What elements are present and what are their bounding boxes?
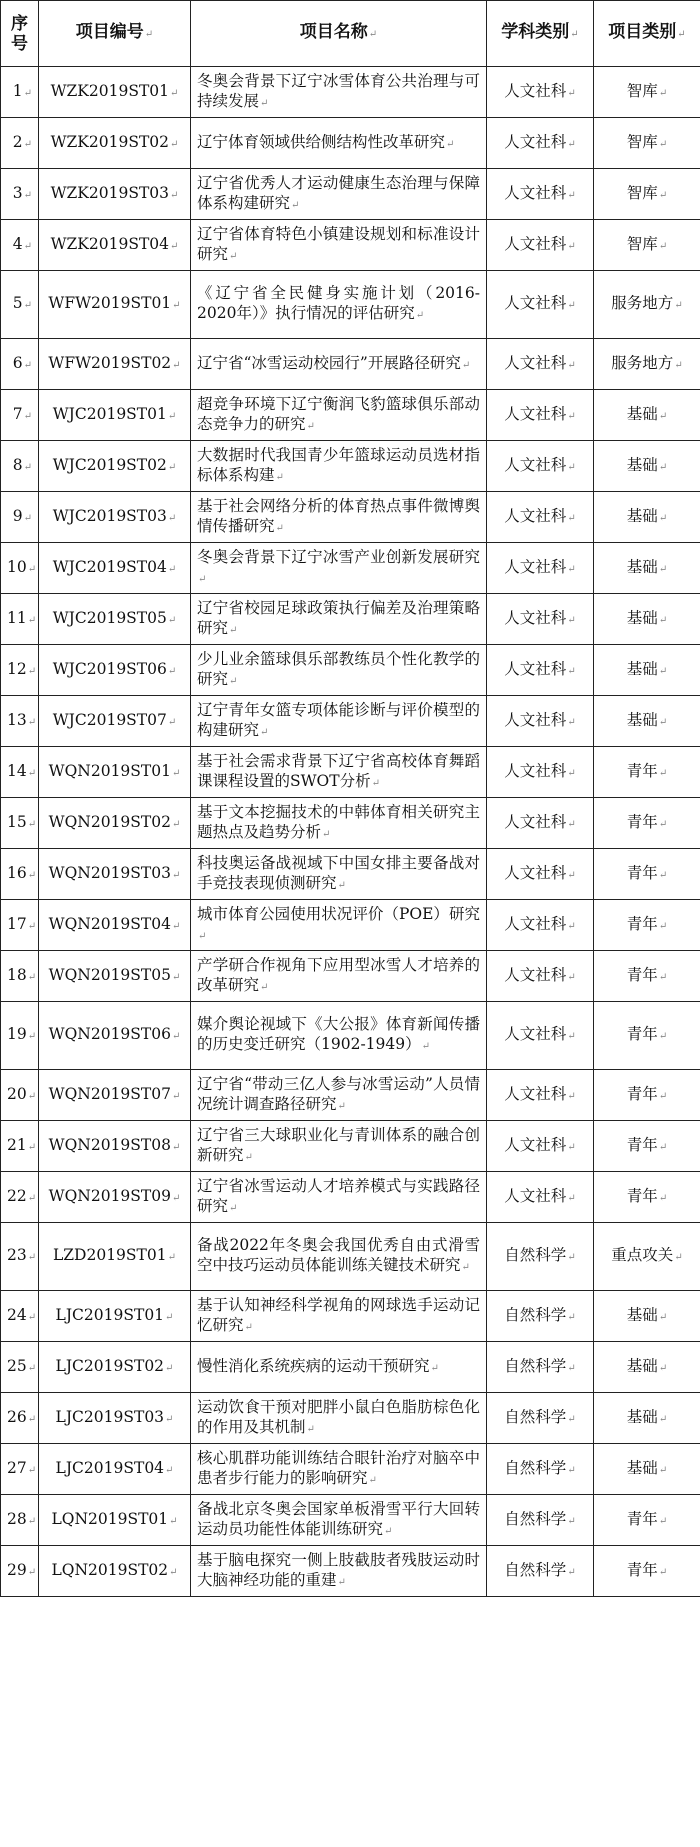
row-subject: 人文社科↵ xyxy=(487,747,594,798)
row-type: 基础↵ xyxy=(594,492,700,543)
row-name: 城市体育公园使用状况评价（POE）研究↵ xyxy=(191,900,487,951)
row-subject: 人文社科↵ xyxy=(487,271,594,339)
table-row xyxy=(1,169,700,220)
row-name: 基于认知神经科学视角的网球选手运动记忆研究↵ xyxy=(191,1291,487,1342)
row-subject: 人文社科↵ xyxy=(487,900,594,951)
table-row xyxy=(1,1121,700,1172)
table-row xyxy=(1,118,700,169)
row-type: 基础↵ xyxy=(594,1444,700,1495)
row-code: LJC2019ST03↵ xyxy=(39,1393,191,1444)
table-row xyxy=(1,1495,700,1546)
row-name: 辽宁省“带动三亿人参与冰雪运动”人员情况统计调查路径研究↵ xyxy=(191,1070,487,1121)
row-index: 2↵ xyxy=(1,118,39,169)
table-row xyxy=(1,1546,700,1597)
row-index: 18↵ xyxy=(1,951,39,1002)
row-index: 17↵ xyxy=(1,900,39,951)
row-subject: 人文社科↵ xyxy=(487,849,594,900)
row-code: WQN2019ST02↵ xyxy=(39,798,191,849)
row-code: WQN2019ST04↵ xyxy=(39,900,191,951)
row-type: 基础↵ xyxy=(594,390,700,441)
row-code: LQN2019ST01↵ xyxy=(39,1495,191,1546)
row-code: WQN2019ST03↵ xyxy=(39,849,191,900)
row-subject: 人文社科↵ xyxy=(487,645,594,696)
row-index: 29↵ xyxy=(1,1546,39,1597)
row-code: WFW2019ST01↵ xyxy=(39,271,191,339)
row-name: 辽宁省冰雪运动人才培养模式与实践路径研究↵ xyxy=(191,1172,487,1223)
row-subject: 自然科学↵ xyxy=(487,1444,594,1495)
table-row xyxy=(1,67,700,118)
row-name: 少儿业余篮球俱乐部教练员个性化教学的研究↵ xyxy=(191,645,487,696)
row-index: 20↵ xyxy=(1,1070,39,1121)
row-type: 基础↵ xyxy=(594,441,700,492)
row-index: 4↵ xyxy=(1,220,39,271)
row-subject: 人文社科↵ xyxy=(487,798,594,849)
row-name: 大数据时代我国青少年篮球运动员选材指标体系构建↵ xyxy=(191,441,487,492)
row-code: WQN2019ST09↵ xyxy=(39,1172,191,1223)
row-index: 14↵ xyxy=(1,747,39,798)
row-name: 基于脑电探究一侧上肢截肢者残肢运动时大脑神经功能的重建↵ xyxy=(191,1546,487,1597)
row-subject: 自然科学↵ xyxy=(487,1291,594,1342)
row-type: 青年↵ xyxy=(594,798,700,849)
table-row xyxy=(1,747,700,798)
row-subject: 人文社科↵ xyxy=(487,1002,594,1070)
row-subject: 人文社科↵ xyxy=(487,1070,594,1121)
row-code: WZK2019ST02↵ xyxy=(39,118,191,169)
row-index: 3↵ xyxy=(1,169,39,220)
row-index: 13↵ xyxy=(1,696,39,747)
row-name: 辽宁省“冰雪运动校园行”开展路径研究↵ xyxy=(191,339,487,390)
row-code: WJC2019ST05↵ xyxy=(39,594,191,645)
row-type: 服务地方↵ xyxy=(594,271,700,339)
row-code: WZK2019ST01↵ xyxy=(39,67,191,118)
table-row xyxy=(1,1444,700,1495)
row-type: 青年↵ xyxy=(594,1546,700,1597)
row-subject: 人文社科↵ xyxy=(487,951,594,1002)
row-code: WQN2019ST05↵ xyxy=(39,951,191,1002)
table-row xyxy=(1,441,700,492)
row-subject: 人文社科↵ xyxy=(487,594,594,645)
row-name: 基于社会需求背景下辽宁省高校体育舞蹈课课程设置的SWOT分析↵ xyxy=(191,747,487,798)
table-row xyxy=(1,339,700,390)
row-index: 28↵ xyxy=(1,1495,39,1546)
table-row xyxy=(1,220,700,271)
row-index: 6↵ xyxy=(1,339,39,390)
row-code: WQN2019ST06↵ xyxy=(39,1002,191,1070)
row-name: 辽宁青年女篮专项体能诊断与评价模型的构建研究↵ xyxy=(191,696,487,747)
row-name: 备战北京冬奥会国家单板滑雪平行大回转运动员功能性体能训练研究↵ xyxy=(191,1495,487,1546)
row-index: 9↵ xyxy=(1,492,39,543)
row-subject: 人文社科↵ xyxy=(487,67,594,118)
row-name: 备战2022年冬奥会我国优秀自由式滑雪空中技巧运动员体能训练关键技术研究↵ xyxy=(191,1223,487,1291)
row-type: 青年↵ xyxy=(594,1070,700,1121)
row-index: 21↵ xyxy=(1,1121,39,1172)
row-name: 冬奥会背景下辽宁冰雪体育公共治理与可持续发展↵ xyxy=(191,67,487,118)
table-row xyxy=(1,1070,700,1121)
row-index: 8↵ xyxy=(1,441,39,492)
row-type: 青年↵ xyxy=(594,1002,700,1070)
row-subject: 自然科学↵ xyxy=(487,1223,594,1291)
row-code: WQN2019ST08↵ xyxy=(39,1121,191,1172)
row-type: 智库↵ xyxy=(594,67,700,118)
row-type: 青年↵ xyxy=(594,1495,700,1546)
header-row xyxy=(1,1,700,67)
row-name: 科技奥运备战视域下中国女排主要备战对手竞技表现侦测研究↵ xyxy=(191,849,487,900)
row-name: 基于文本挖掘技术的中韩体育相关研究主题热点及趋势分析↵ xyxy=(191,798,487,849)
row-index: 11↵ xyxy=(1,594,39,645)
header-type: 项目类别↵ xyxy=(594,1,700,67)
row-name: 辽宁省优秀人才运动健康生态治理与保障体系构建研究↵ xyxy=(191,169,487,220)
table-row xyxy=(1,1393,700,1444)
row-type: 青年↵ xyxy=(594,900,700,951)
row-index: 27↵ xyxy=(1,1444,39,1495)
table-row xyxy=(1,1002,700,1070)
row-type: 青年↵ xyxy=(594,1172,700,1223)
row-name: 核心肌群功能训练结合眼针治疗对脑卒中患者步行能力的影响研究↵ xyxy=(191,1444,487,1495)
table-row xyxy=(1,696,700,747)
row-subject: 人文社科↵ xyxy=(487,118,594,169)
row-subject: 自然科学↵ xyxy=(487,1546,594,1597)
row-name: 产学研合作视角下应用型冰雪人才培养的改革研究↵ xyxy=(191,951,487,1002)
row-name: 辽宁体育领域供给侧结构性改革研究↵ xyxy=(191,118,487,169)
row-name: 超竞争环境下辽宁衡润飞豹篮球俱乐部动态竞争力的研究↵ xyxy=(191,390,487,441)
table-row xyxy=(1,492,700,543)
row-type: 青年↵ xyxy=(594,951,700,1002)
row-code: LJC2019ST01↵ xyxy=(39,1291,191,1342)
table-row xyxy=(1,271,700,339)
row-code: WJC2019ST02↵ xyxy=(39,441,191,492)
row-type: 青年↵ xyxy=(594,1121,700,1172)
row-subject: 人文社科↵ xyxy=(487,492,594,543)
row-type: 青年↵ xyxy=(594,849,700,900)
row-type: 基础↵ xyxy=(594,1291,700,1342)
row-subject: 人文社科↵ xyxy=(487,441,594,492)
header-subject: 学科类别↵ xyxy=(487,1,594,67)
row-code: WFW2019ST02↵ xyxy=(39,339,191,390)
table-row xyxy=(1,594,700,645)
row-index: 25↵ xyxy=(1,1342,39,1393)
row-type: 基础↵ xyxy=(594,645,700,696)
row-name: 基于社会网络分析的体育热点事件微博舆情传播研究↵ xyxy=(191,492,487,543)
row-index: 7↵ xyxy=(1,390,39,441)
row-subject: 人文社科↵ xyxy=(487,339,594,390)
row-name: 辽宁省体育特色小镇建设规划和标准设计研究↵ xyxy=(191,220,487,271)
row-index: 19↵ xyxy=(1,1002,39,1070)
header-code: 项目编号↵ xyxy=(39,1,191,67)
row-subject: 人文社科↵ xyxy=(487,390,594,441)
row-type: 智库↵ xyxy=(594,220,700,271)
row-type: 智库↵ xyxy=(594,169,700,220)
row-code: LZD2019ST01↵ xyxy=(39,1223,191,1291)
row-type: 服务地方↵ xyxy=(594,339,700,390)
table-row xyxy=(1,543,700,594)
row-index: 24↵ xyxy=(1,1291,39,1342)
row-code: WZK2019ST04↵ xyxy=(39,220,191,271)
row-subject: 人文社科↵ xyxy=(487,543,594,594)
row-name: 冬奥会背景下辽宁冰雪产业创新发展研究↵ xyxy=(191,543,487,594)
row-index: 23↵ xyxy=(1,1223,39,1291)
row-index: 5↵ xyxy=(1,271,39,339)
row-code: WJC2019ST06↵ xyxy=(39,645,191,696)
row-name: 运动饮食干预对肥胖小鼠白色脂肪棕色化的作用及其机制↵ xyxy=(191,1393,487,1444)
row-code: WJC2019ST03↵ xyxy=(39,492,191,543)
row-name: 《辽宁省全民健身实施计划（2016-2020年）》执行情况的评估研究↵ xyxy=(191,271,487,339)
row-subject: 自然科学↵ xyxy=(487,1393,594,1444)
table-row xyxy=(1,1342,700,1393)
row-code: WJC2019ST01↵ xyxy=(39,390,191,441)
table-row xyxy=(1,1291,700,1342)
row-index: 16↵ xyxy=(1,849,39,900)
table-row xyxy=(1,900,700,951)
row-subject: 自然科学↵ xyxy=(487,1342,594,1393)
row-index: 15↵ xyxy=(1,798,39,849)
row-code: WQN2019ST01↵ xyxy=(39,747,191,798)
row-index: 10↵ xyxy=(1,543,39,594)
row-index: 26↵ xyxy=(1,1393,39,1444)
header-name: 项目名称↵ xyxy=(191,1,487,67)
row-type: 基础↵ xyxy=(594,594,700,645)
row-subject: 人文社科↵ xyxy=(487,169,594,220)
row-subject: 人文社科↵ xyxy=(487,220,594,271)
table-row xyxy=(1,390,700,441)
row-type: 基础↵ xyxy=(594,1393,700,1444)
row-code: WJC2019ST07↵ xyxy=(39,696,191,747)
row-type: 基础↵ xyxy=(594,696,700,747)
row-name: 慢性消化系统疾病的运动干预研究↵ xyxy=(191,1342,487,1393)
row-type: 重点攻关↵ xyxy=(594,1223,700,1291)
row-code: LQN2019ST02↵ xyxy=(39,1546,191,1597)
table-row xyxy=(1,951,700,1002)
table-row xyxy=(1,798,700,849)
row-code: LJC2019ST02↵ xyxy=(39,1342,191,1393)
row-code: WZK2019ST03↵ xyxy=(39,169,191,220)
row-subject: 人文社科↵ xyxy=(487,696,594,747)
row-index: 1↵ xyxy=(1,67,39,118)
row-subject: 人文社科↵ xyxy=(487,1121,594,1172)
row-code: WQN2019ST07↵ xyxy=(39,1070,191,1121)
table-row xyxy=(1,849,700,900)
row-type: 基础↵ xyxy=(594,1342,700,1393)
row-subject: 自然科学↵ xyxy=(487,1495,594,1546)
row-type: 青年↵ xyxy=(594,747,700,798)
row-name: 媒介舆论视域下《大公报》体育新闻传播的历史变迁研究（1902-1949）↵ xyxy=(191,1002,487,1070)
row-type: 基础↵ xyxy=(594,543,700,594)
row-name: 辽宁省三大球职业化与青训体系的融合创新研究↵ xyxy=(191,1121,487,1172)
row-name: 辽宁省校园足球政策执行偏差及治理策略研究↵ xyxy=(191,594,487,645)
row-index: 12↵ xyxy=(1,645,39,696)
row-index: 22↵ xyxy=(1,1172,39,1223)
row-code: WJC2019ST04↵ xyxy=(39,543,191,594)
table-row xyxy=(1,1172,700,1223)
table-row xyxy=(1,1223,700,1291)
row-code: LJC2019ST04↵ xyxy=(39,1444,191,1495)
row-type: 智库↵ xyxy=(594,118,700,169)
header-index: 序号 xyxy=(1,1,39,67)
row-subject: 人文社科↵ xyxy=(487,1172,594,1223)
table-row xyxy=(1,645,700,696)
